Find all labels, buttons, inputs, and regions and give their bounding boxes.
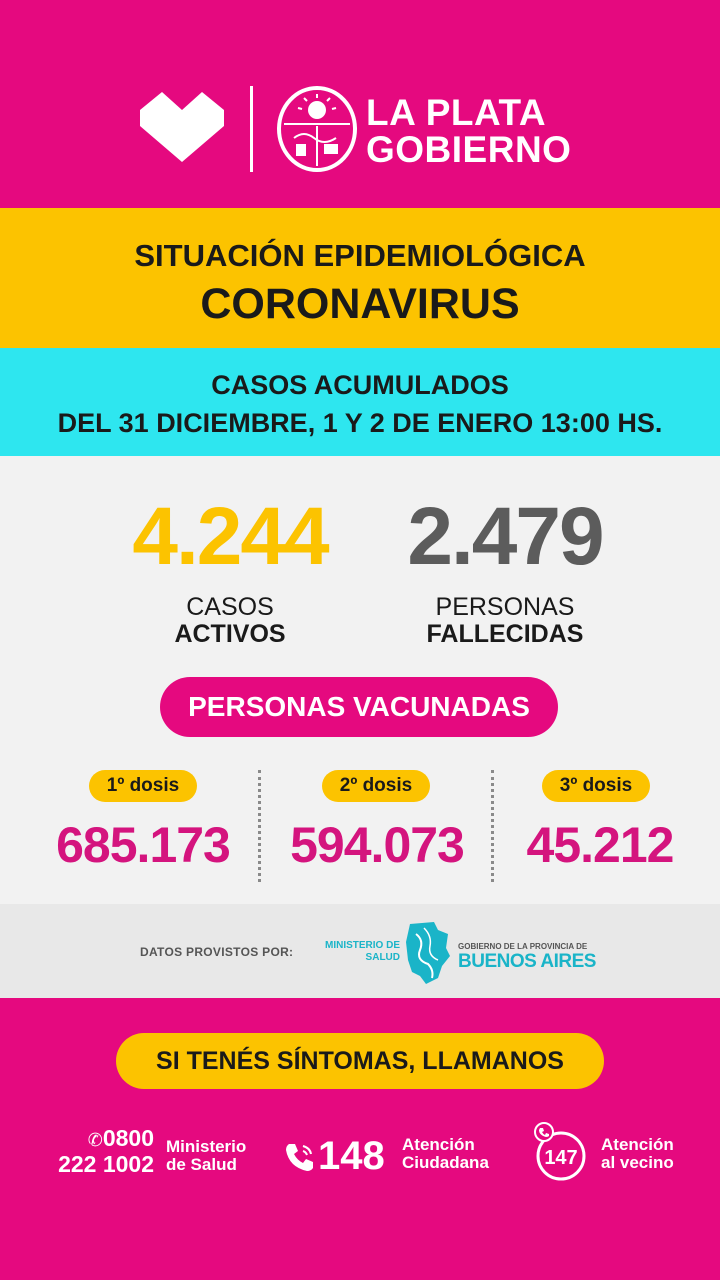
phone-icon [283,1140,317,1174]
dose-separator [491,770,494,882]
province-small-text: GOBIERNO DE LA PROVINCIA DE [458,942,588,951]
period-line2: DEL 31 DICIEMBRE, 1 Y 2 DE ENERO 13:00 HS. [57,408,663,438]
logo-text [366,94,571,168]
banner-subtitle: SITUACIÓN EPIDEMIOLÓGICA [134,238,586,273]
province-big-text: BUENOS AIRES [458,951,596,972]
phone1-line2: 222 1002 [58,1151,154,1177]
active-cases-value: 4.244 [132,491,328,582]
period-line1: CASOS ACUMULADOS [211,370,509,400]
logo-line1: LA PLATA [366,92,547,133]
deceased-label [380,594,630,648]
phone-icon: ✆ [87,1130,103,1150]
ministry-logo-text [322,940,400,964]
symptoms-call-banner: SI TENÉS SÍNTOMAS, LLAMANOS [116,1033,604,1089]
logo-line2: GOBIERNO [366,129,572,170]
dose2-label: 2º dosis [322,770,430,802]
phone1-line1: ✆0800 [87,1125,154,1151]
heart-logo-icon [134,88,230,164]
dose1-value: 685.173 [56,817,230,873]
phone3-number: 147 [544,1147,578,1169]
dose-separator [258,770,261,882]
banner-title: CORONAVIRUS [200,280,520,328]
dose1-label: 1º dosis [89,770,197,802]
dose2-value: 594.073 [290,817,464,873]
active-cases-label [110,594,350,648]
deceased-label-bottom: FALLECIDAS [426,620,584,648]
deceased-label-top: PERSONAS [435,593,575,621]
city-seal-icon [274,86,360,172]
phone3-label: Atención al vecino [601,1135,674,1172]
vaccinated-title: PERSONAS VACUNADAS [160,677,558,737]
deceased-value: 2.479 [407,491,603,582]
phone2-label: Atención Ciudadana [402,1135,489,1172]
ministry-line2: SALUD [365,952,400,963]
phone-147-badge[interactable] [532,1122,590,1182]
province-map-icon [404,920,452,986]
ministry-line1: MINISTERIO DE [324,940,400,951]
phone-citizen-attention[interactable]: 148 [318,1134,385,1178]
active-label-top: CASOS [186,593,274,621]
logo-divider [250,86,253,172]
active-label-bottom: ACTIVOS [174,620,286,648]
phone-health-ministry[interactable] [42,1126,154,1176]
header [0,0,720,208]
dose3-value: 45.212 [526,817,674,873]
sources-label: DATOS PROVISTOS POR: [140,945,294,959]
dose3-label: 3º dosis [542,770,650,802]
period-banner [0,348,720,456]
phone1-label: Ministerio de Salud [166,1137,247,1174]
